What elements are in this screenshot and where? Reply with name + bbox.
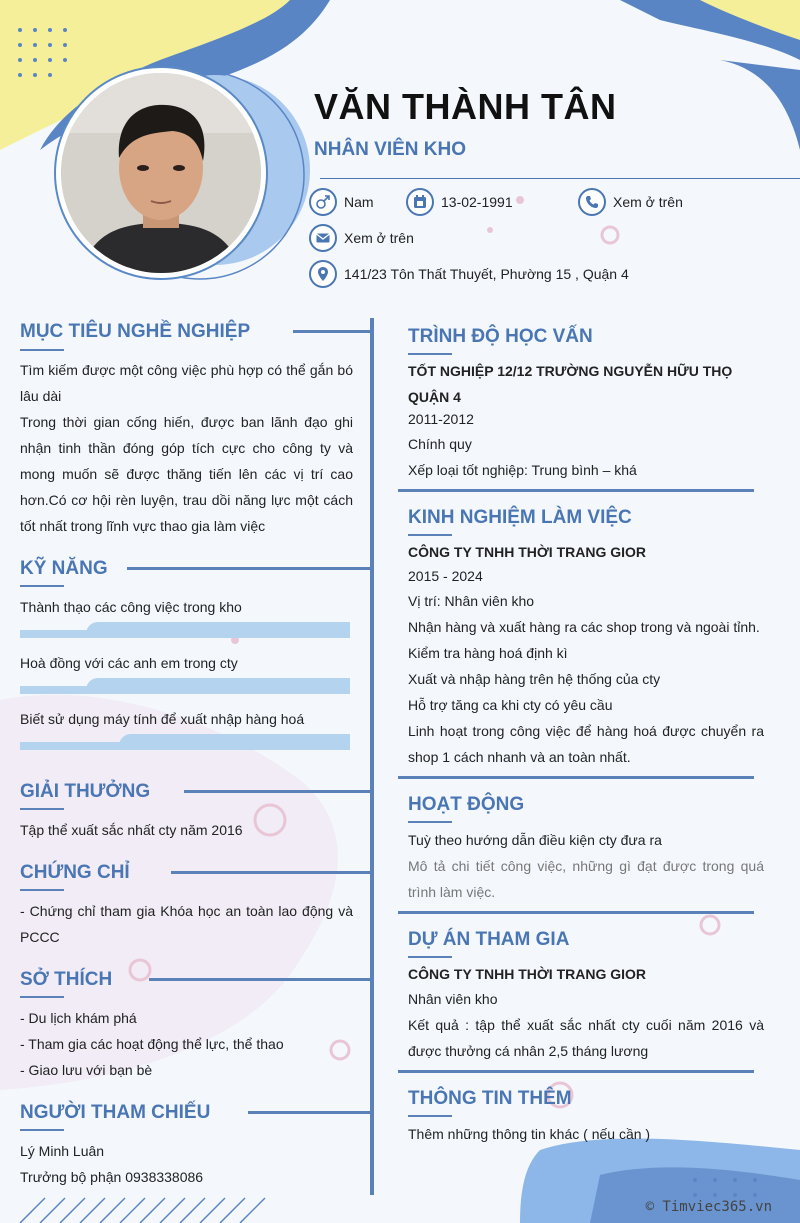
experience-years: 2015 - 2024 [408,568,483,584]
education-school: TỐT NGHIỆP 12/12 TRƯỜNG NGUYỄN HỮU THỌ QUẬN 4 [408,363,733,405]
skill-label: Hoà đồng với các anh em trong cty [20,655,238,671]
job-title: NHÂN VIÊN KHO [314,139,467,160]
reference-name: Lý Minh Luân [20,1143,105,1159]
hobbies-heading-line [149,978,373,981]
references-heading-underline [20,1129,64,1131]
experience-line: Linh hoạt trong công việc để hàng hoá được chuyển ra shop 1 cách nhanh và an toàn nhất. [408,723,764,765]
candidate-name: VĂN THÀNH TÂN [314,86,617,127]
awards-heading-underline [20,808,64,810]
skills-heading-underline [20,585,64,587]
skill-level-bar [86,678,350,692]
email-icon [309,224,337,252]
education-years: 2011-2012 [408,411,474,427]
project-role: Nhân viên kho [408,991,498,1007]
projects-heading-underline [408,956,452,958]
activities-text: Tuỳ theo hướng dẫn điều kiện cty đưa ra [408,832,662,848]
experience-heading: KINH NGHIỆM LÀM VIỆC [408,507,632,528]
references-heading-line [248,1111,373,1114]
location-icon [309,260,337,288]
project-company: CÔNG TY TNHH THỜI TRANG GIOR [408,966,647,982]
certificates-text: - Chứng chỉ tham gia Khóa học an toàn lao động và PCCC [20,903,353,945]
profile-photo [56,68,266,278]
certificates-heading-underline [20,889,64,891]
skill-level-bar [86,622,350,636]
experience-line: Nhận hàng và xuất hàng ra các shop trong và ngoài tỉnh. [408,619,760,635]
hobby-item: - Tham gia các hoạt động thể lực, thể thao [20,1036,284,1052]
hobbies-heading: SỞ THÍCH [20,969,113,990]
birthday-text: 13-02-1991 [441,194,513,210]
activities-heading: HOẠT ĐỘNG [408,794,525,815]
projects-bottom-line [398,1070,754,1073]
objective-heading-underline [20,349,64,351]
objective-heading-line [293,330,373,333]
experience-line: Vị trí: Nhân viên kho [408,593,535,609]
education-heading-underline [408,353,452,355]
phone-icon [578,188,606,216]
experience-bottom-line [398,776,754,779]
column-divider [370,318,374,1195]
extra-heading-underline [408,1115,452,1117]
activities-note: Mô tả chi tiết công việc, những gì đạt được trong quá trình làm việc. [408,858,764,900]
address-text: 141/23 Tôn Thất Thuyết, Phường 15 , Quận 4 [344,266,629,282]
skill-label: Biết sử dụng máy tính để xuất nhập hàng hoá [20,711,305,727]
certificates-heading-line [171,871,373,874]
objective-text: Tìm kiếm được một công việc phù hợp có thể gắn bó lâu dài Trong thời gian cống hiến, được ban lãnh đạo ghi nhận tinh thần đóng góp tích cực cho công ty và mong muốn sẽ được thăng tiến lên các vị trí cao hơn.Có cơ hội rèn luyện, trau dồi năng lực một cách tốt nhất trong lĩnh vực thao gia làm việc [20,362,353,534]
activities-heading-underline [408,821,452,823]
education-heading: TRÌNH ĐỘ HỌC VẤN [408,326,593,347]
references-heading: NGƯỜI THAM CHIẾU [20,1102,211,1123]
skills-heading: KỸ NĂNG [20,558,108,579]
awards-heading: GIẢI THƯỞNG [20,781,151,802]
hobby-item: - Giao lưu với bạn bè [20,1062,153,1078]
skills-heading-line [127,567,373,570]
calendar-icon [406,188,434,216]
extra-text: Thêm những thông tin khác ( nếu cần ) [408,1126,651,1142]
awards-heading-line [184,790,373,793]
experience-line: Kiểm tra hàng hoá định kì [408,645,568,661]
activities-bottom-line [398,911,754,914]
awards-text: Tập thể xuất sắc nhất cty năm 2016 [20,822,243,838]
header-divider [320,178,800,179]
objective-heading: MỤC TIÊU NGHỀ NGHIỆP [20,321,251,342]
projects-heading: DỰ ÁN THAM GIA [408,929,570,950]
hobbies-heading-underline [20,996,64,998]
certificates-heading: CHỨNG CHỈ [20,862,130,883]
hobby-item: - Du lịch khám phá [20,1010,137,1026]
experience-heading-underline [408,534,452,536]
phone-text: Xem ở trên [613,194,683,210]
education-type: Chính quy [408,436,472,452]
reference-detail: Trưởng bộ phận 0938338086 [20,1169,204,1185]
gender-icon [309,188,337,216]
skill-level-bar [119,734,350,748]
gender-text: Nam [344,194,374,210]
project-result: Kết quả : tập thể xuất sắc nhất cty cuối năm 2016 và được thưởng cá nhân 2,5 tháng lương [408,1017,764,1059]
experience-line: Hỗ trợ tăng ca khi cty có yêu cầu [408,697,613,713]
education-grade: Xếp loại tốt nghiệp: Trung bình – khá [408,462,637,478]
extra-heading: THÔNG TIN THÊM [408,1088,572,1109]
experience-line: Xuất và nhập hàng trên hệ thống của cty [408,671,661,687]
email-text: Xem ở trên [344,230,414,246]
footer-watermark: © Timviec365.vn [645,1199,772,1215]
experience-company: CÔNG TY TNHH THỜI TRANG GIOR [408,544,647,560]
education-bottom-line [398,489,754,492]
skill-label: Thành thạo các công việc trong kho [20,599,242,615]
